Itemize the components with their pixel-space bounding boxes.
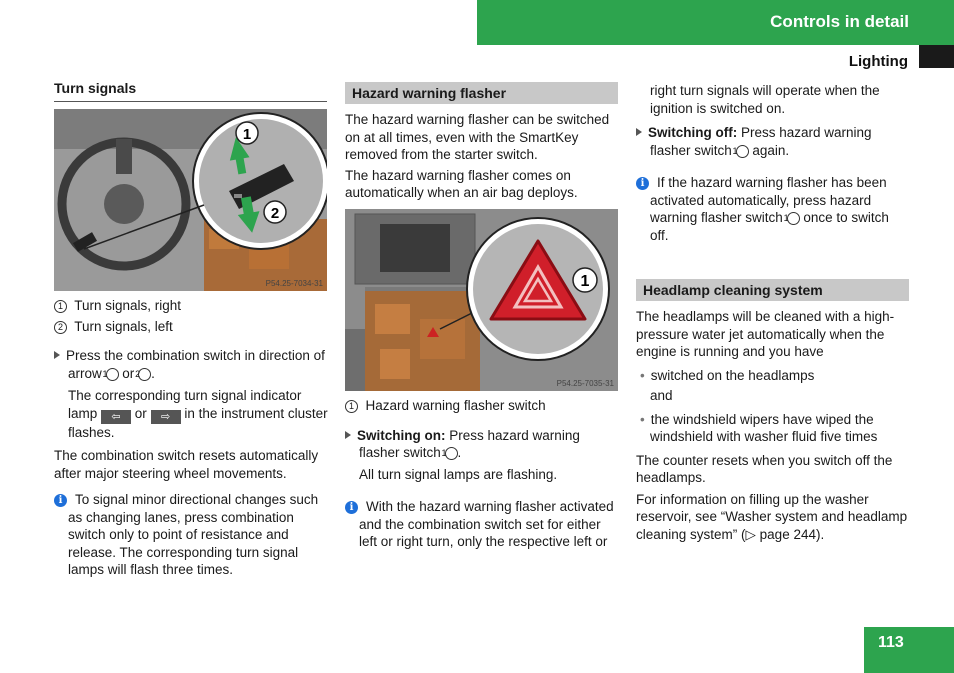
hazard-text bbox=[345, 397, 620, 551]
step-text: . bbox=[457, 445, 462, 460]
steering-column-illustration bbox=[54, 109, 327, 291]
paragraph: For information on filling up the washer reservoir, see “Washer system and headlamp cleaning system” (▷ page 244). bbox=[636, 491, 908, 542]
paragraph: The counter resets when you switch off the headlamps. bbox=[636, 452, 893, 485]
paragraph: The combination switch resets automatically after major steering wheel movements. bbox=[54, 448, 319, 481]
legend-item bbox=[54, 318, 329, 336]
page-number: 113 bbox=[878, 634, 904, 651]
step-text: in the instrument cluster flashes. bbox=[68, 405, 328, 440]
callout-number: 1 bbox=[445, 447, 458, 460]
step-label: Switching off: bbox=[648, 125, 738, 140]
info-icon: i bbox=[636, 177, 649, 190]
instruction-step bbox=[636, 124, 909, 159]
step-text: or bbox=[122, 365, 135, 381]
column-continued bbox=[636, 82, 909, 244]
callout-number: 1 bbox=[736, 145, 749, 158]
info-text: To signal minor directional changes such as changing lanes, press combination switch only to point of resistance and release. The corresponding turn signal lamps will flash three times. bbox=[68, 492, 319, 577]
step-result: All turn signal lamps are flashing. bbox=[359, 466, 558, 482]
step-text: Press the combination switch in direction of arrow bbox=[66, 348, 325, 381]
center-console-illustration bbox=[345, 209, 618, 391]
heading-turn-signals: Turn signals bbox=[54, 80, 327, 102]
legend-item bbox=[54, 297, 329, 315]
paragraph: The hazard warning flasher comes on automatically when an air bag deploys. bbox=[345, 167, 578, 200]
right-indicator-lamp-icon: ⇨ bbox=[151, 410, 181, 424]
subsection-title: Lighting bbox=[848, 53, 908, 70]
instruction-step bbox=[345, 427, 620, 462]
step-text: again. bbox=[752, 142, 790, 158]
legend-number: 1 bbox=[54, 300, 67, 313]
paragraph: The hazard warning flasher can be switched on at all times, even with the SmartKey removed from the starter switch. bbox=[345, 112, 610, 162]
figure-hazard-switch bbox=[345, 209, 618, 391]
turn-signal-text bbox=[54, 297, 329, 579]
info-text: If the hazard warning flasher has been activated automatically, press hazard warning flasher switch bbox=[650, 175, 887, 225]
step-arrow-icon bbox=[54, 351, 60, 359]
column-hazard bbox=[345, 82, 618, 202]
step-text: Press hazard warning flasher switch bbox=[650, 125, 872, 158]
info-note bbox=[636, 174, 909, 244]
legend-text: Hazard warning flasher switch bbox=[365, 398, 546, 413]
callout-number: 1 bbox=[106, 368, 119, 381]
step-arrow-icon bbox=[345, 431, 351, 439]
figure-code: P54.25-7034-31 bbox=[265, 279, 323, 288]
legend-item bbox=[345, 397, 620, 415]
section-title: Controls in detail bbox=[770, 12, 909, 31]
instruction-step bbox=[54, 347, 329, 382]
legend-text: Turn signals, left bbox=[74, 318, 173, 334]
info-note bbox=[345, 498, 620, 551]
bullet-icon: • bbox=[640, 411, 645, 427]
step-text: The corresponding turn signal indicator lamp bbox=[68, 388, 302, 421]
step-text: . bbox=[151, 365, 155, 381]
callout-number: 1 bbox=[787, 212, 800, 225]
column-headlamp bbox=[636, 279, 909, 543]
figure-turn-signals bbox=[54, 109, 327, 291]
left-indicator-lamp-icon: ⇦ bbox=[101, 410, 131, 424]
svg-text:1: 1 bbox=[580, 273, 590, 290]
bullet-item bbox=[636, 367, 909, 385]
heading-hazard-warning: Hazard warning flasher bbox=[345, 82, 618, 104]
column-turn-signals bbox=[54, 80, 327, 102]
info-text: once to switch off. bbox=[650, 210, 889, 243]
bullet-icon: • bbox=[640, 367, 645, 383]
info-icon: i bbox=[54, 494, 67, 507]
info-text: With the hazard warning flasher activated and the combination switch set for either left or right turn, only the respective left or bbox=[359, 499, 614, 549]
paragraph: The headlamps will be cleaned with a high-pressure water jet automatically when the engine is running and you have bbox=[636, 309, 895, 359]
svg-text:1: 1 bbox=[242, 126, 252, 143]
legend-number: 2 bbox=[54, 321, 67, 334]
bullet-text: the windshield wipers have wiped the windshield with washer fluid five times bbox=[650, 411, 878, 444]
callout-number: 2 bbox=[138, 368, 151, 381]
svg-text:2: 2 bbox=[270, 205, 280, 222]
paragraph: right turn signals will operate when the ignition is switched on. bbox=[650, 83, 880, 116]
figure-code: P54.25-7035-31 bbox=[556, 379, 614, 388]
step-text: Press hazard warning flasher switch bbox=[359, 427, 580, 460]
heading-headlamp-cleaning: Headlamp cleaning system bbox=[636, 279, 909, 301]
thumb-tab bbox=[919, 45, 954, 68]
step-arrow-icon bbox=[636, 128, 642, 136]
connector-text: and bbox=[650, 388, 673, 403]
legend-number: 1 bbox=[345, 400, 358, 413]
info-note bbox=[54, 491, 329, 579]
info-icon: i bbox=[345, 501, 358, 514]
step-text: or bbox=[134, 405, 147, 421]
step-result bbox=[54, 387, 329, 441]
step-label: Switching on: bbox=[357, 427, 446, 443]
bullet-text: switched on the headlamps bbox=[650, 367, 815, 383]
bullet-item bbox=[636, 411, 909, 446]
legend-text: Turn signals, right bbox=[74, 298, 182, 313]
